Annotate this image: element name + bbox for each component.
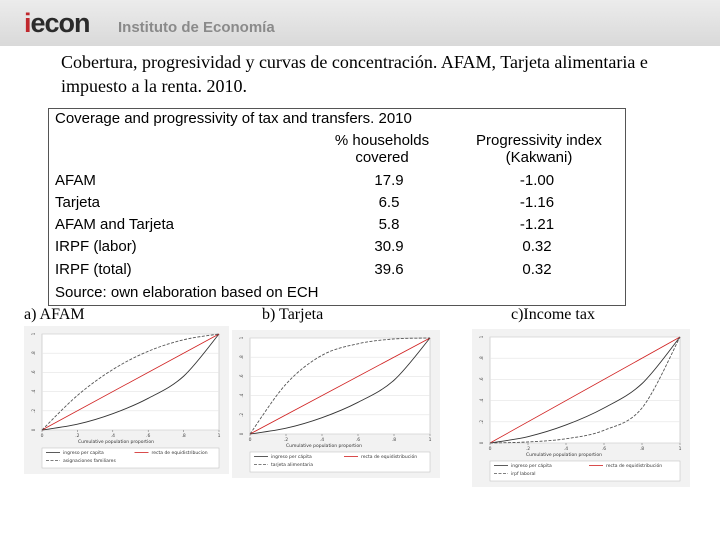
x-tick-label: .2 [283,438,289,443]
y-tick-label: .6 [31,370,36,375]
x-tick-label: 1 [428,438,432,443]
table-row [49,194,625,216]
row-kakwani: -1.21 [519,216,555,233]
x-tick-label: .6 [601,447,607,452]
col-header-kakwani: Progressivity index (Kakwani) [476,132,602,166]
institute-name: Instituto de Economía [118,19,275,36]
legend-label: tarjeta alimentaria [271,463,313,468]
y-tick-label: 1 [479,335,484,339]
x-tick-label: .4 [110,434,115,439]
x-tick-label: 0 [40,434,44,439]
x-axis-label: Cumulative population proportion [526,453,602,458]
chart-svg [24,326,229,474]
y-tick-label: 1 [31,332,36,336]
y-tick-label: .8 [479,356,484,361]
panel-c-label: c)Income tax [511,306,595,323]
y-tick-label: 1 [239,336,244,340]
row-label: AFAM [55,172,96,189]
coverage-table [48,108,626,306]
y-tick-label: .8 [31,351,36,356]
y-tick-label: .6 [239,374,244,379]
x-tick-label: 1 [678,447,682,452]
x-tick-label: .6 [355,438,361,443]
table-source: Source: own elaboration based on ECH [55,284,319,301]
x-tick-label: .2 [525,447,531,452]
row-covered: 39.6 [374,261,404,278]
x-tick-label: .2 [75,434,80,439]
slide-title: Cobertura, progresividad y curvas de concentración. AFAM, Tarjeta alimentaria e impuesto a la renta. 2010. [61,52,648,96]
chart-income-tax [472,329,690,487]
table-row [49,238,625,260]
y-tick-label: .2 [479,419,484,424]
table-row [49,216,625,238]
panel-a-label: a) AFAM [24,306,85,323]
x-tick-label: .4 [563,447,569,452]
x-tick-label: .8 [639,447,645,452]
legend-label: ingreso per capita [63,451,104,456]
row-covered: 5.8 [378,216,400,233]
row-label: IRPF (labor) [55,238,137,255]
x-axis-label: Cumulative population proportion [78,440,154,445]
row-covered: 30.9 [374,238,404,255]
row-covered: 17.9 [374,172,404,189]
y-tick-label: .4 [479,398,484,403]
x-axis-label: Cumulative population proportion [286,444,362,449]
x-tick-label: .4 [319,438,325,443]
legend-label: recta de equidistribución [361,455,418,460]
chart-afam [24,326,229,474]
row-kakwani: -1.00 [519,172,555,189]
x-tick-label: .8 [391,438,397,443]
row-label: AFAM and Tarjeta [55,216,174,233]
y-tick-label: .4 [239,393,244,398]
chart-svg [232,330,440,478]
y-tick-label: .8 [239,355,244,360]
legend-label: asignaciones familiares [63,459,116,464]
row-kakwani: -1.16 [519,194,555,211]
y-tick-label: 0 [239,432,244,436]
legend-label: recta de equidistribucion [151,451,208,456]
legend-label: ingreso per cápita [271,455,312,460]
col-header-covered: % households covered [334,132,430,166]
row-kakwani: 0.32 [522,261,552,278]
table-row [49,172,625,194]
table-caption: Coverage and progressivity of tax and transfers. 2010 [55,110,412,127]
y-tick-label: .6 [479,377,484,382]
chart-tarjeta [232,330,440,478]
y-tick-label: .2 [239,412,244,417]
y-tick-label: 0 [31,428,36,432]
row-kakwani: 0.32 [522,238,552,255]
legend-label: ingreso per cápita [511,464,552,469]
x-tick-label: 0 [488,447,492,452]
legend-label: recta de equidistribución [606,464,663,469]
x-tick-label: .6 [146,434,151,439]
row-label: Tarjeta [55,194,101,211]
table-row [49,261,625,283]
chart-svg [472,329,690,487]
row-label: IRPF (total) [55,261,132,278]
legend-label: irpf laboral [511,472,536,477]
y-tick-label: .4 [31,389,36,394]
x-tick-label: 1 [217,434,221,439]
y-tick-label: .2 [31,408,36,413]
row-covered: 6.5 [378,194,400,211]
y-tick-label: 0 [479,441,484,445]
x-tick-label: .8 [181,434,186,439]
header-bar [0,0,720,46]
panel-b-label: b) Tarjeta [262,306,324,323]
iecon-logo: iecon [24,8,90,38]
x-tick-label: 0 [248,438,252,443]
